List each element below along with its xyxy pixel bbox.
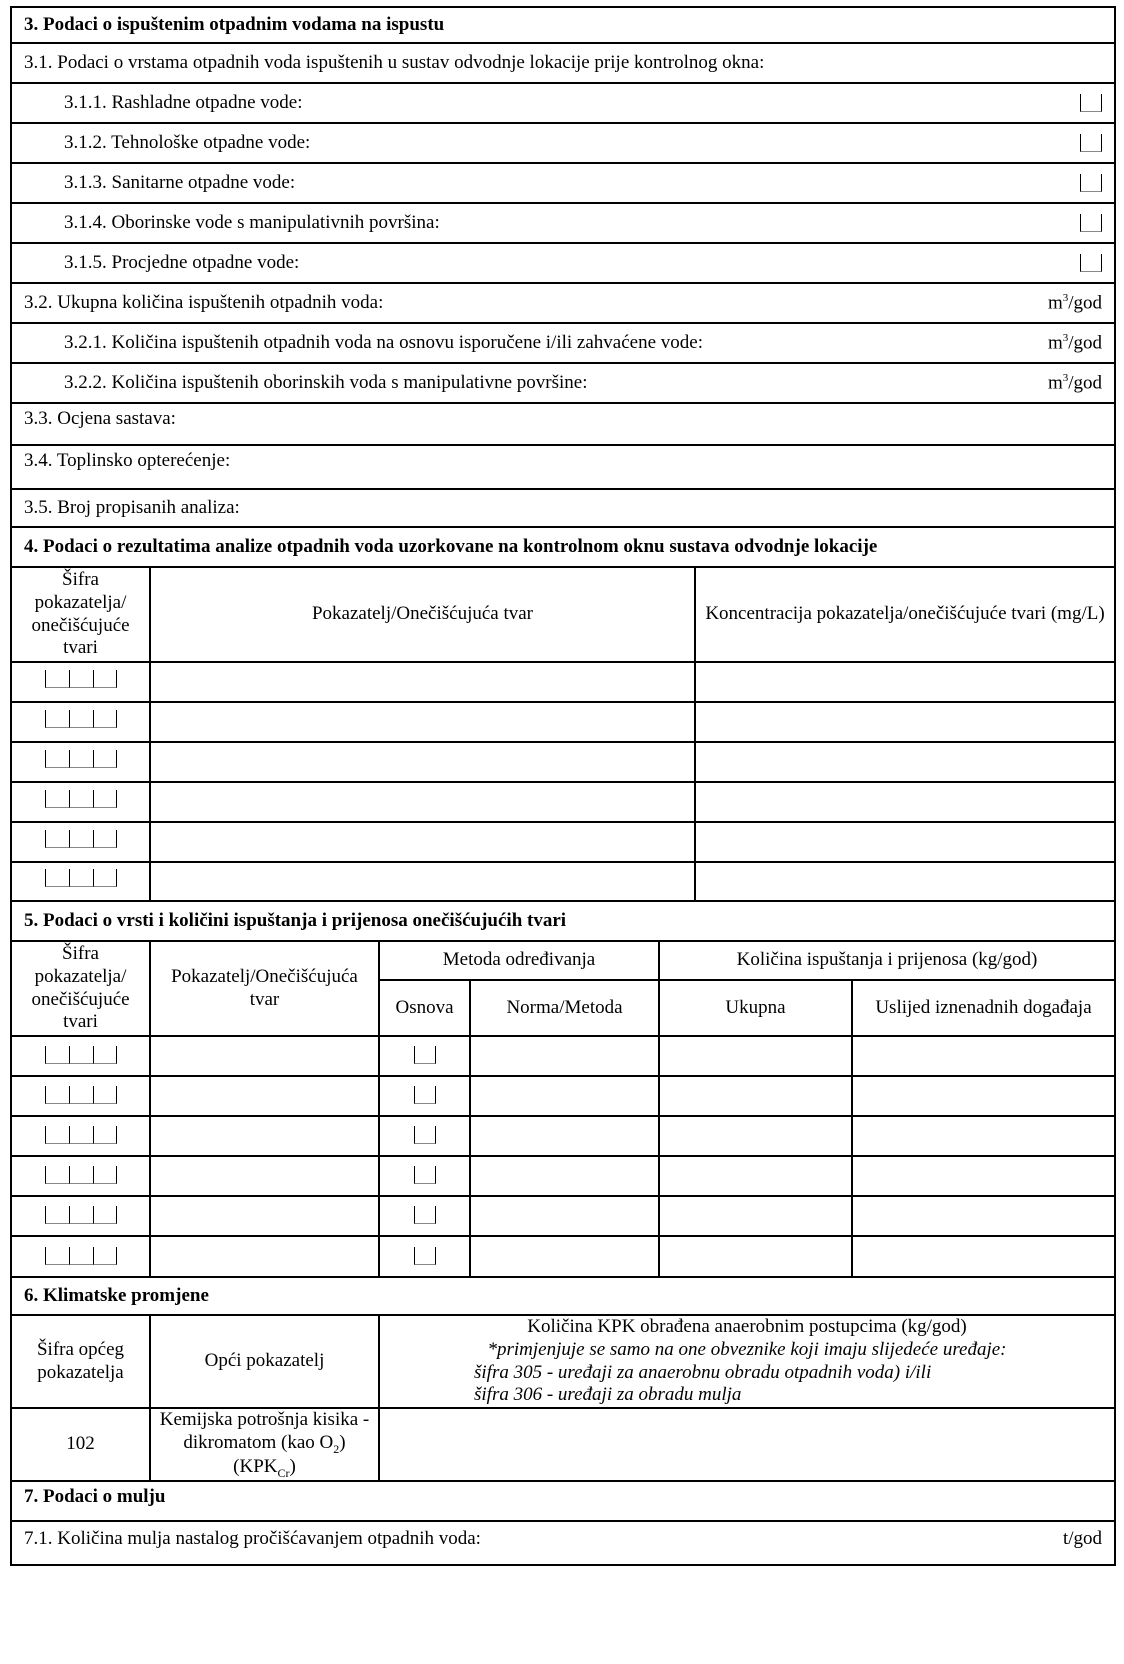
row-3-2-1 (12, 324, 1114, 364)
ukupna-cell[interactable] (659, 1156, 852, 1196)
uslijed-cell[interactable] (852, 1196, 1114, 1236)
pokazatelj-cell[interactable] (150, 782, 695, 822)
ukupna-cell[interactable] (659, 1236, 852, 1276)
norma-cell[interactable] (470, 1116, 659, 1156)
row-3-1-5 (12, 244, 1114, 284)
pokazatelj-cell[interactable] (150, 1236, 379, 1276)
row-label: 3.1.3. Sanitarne otpadne vode: (64, 172, 296, 193)
koncentracija-cell[interactable] (695, 742, 1114, 782)
osnova-checkbox[interactable] (414, 1126, 436, 1144)
row-3-1-3 (12, 164, 1114, 204)
code-input[interactable] (45, 1206, 117, 1224)
uslijed-cell[interactable] (852, 1036, 1114, 1076)
ukupna-cell[interactable] (659, 1036, 852, 1076)
norma-cell[interactable] (470, 1156, 659, 1196)
kpk-note-305: šifra 305 - uređaji za anaerobnu obradu otpadnih voda) i/ili (474, 1361, 932, 1383)
section-6-title (12, 1278, 1114, 1316)
row-3-1-2 (12, 124, 1114, 164)
section-4-table (12, 568, 1114, 902)
row-3-1 (12, 44, 1114, 84)
section-5-title (12, 902, 1114, 942)
ukupna-cell[interactable] (659, 1116, 852, 1156)
pokazatelj-cell[interactable] (150, 822, 695, 862)
row-label: 3.2.2. Količina ispuštenih oborinskih voda s manipulativne površine: (64, 372, 588, 393)
code-input[interactable] (45, 1166, 117, 1184)
row-3-3 (12, 404, 1114, 446)
pokazatelj-cell[interactable] (150, 1076, 379, 1116)
pokazatelj-cell[interactable] (150, 862, 695, 900)
pokazatelj-cell[interactable] (150, 1196, 379, 1236)
code-input[interactable] (45, 670, 117, 688)
kpk-indicator-name: Kemijska potrošnja kisika - dikromatom (kao $O_2$) $(KPK_{Cr})$ (150, 1408, 379, 1480)
table-row (12, 1236, 1114, 1276)
checkbox[interactable] (1080, 174, 1102, 192)
row-3-1-4 (12, 204, 1114, 244)
table-row (12, 782, 1114, 822)
kpk-note-306: šifra 306 - uređaji za obradu mulja (474, 1384, 742, 1406)
row-label: 7.1. Količina mulja nastalog pročišćavanjem otpadnih voda: (24, 1528, 481, 1550)
table-row (12, 1196, 1114, 1236)
code-input[interactable] (45, 1046, 117, 1064)
checkbox[interactable] (1080, 254, 1102, 272)
section-7-title-text: 7. Podaci o mulju (24, 1486, 166, 1508)
section-5-table (12, 942, 1114, 1278)
header-norma: Norma/Metoda (470, 980, 659, 1036)
row-label: 3.1.4. Oborinske vode s manipulativnih površina: (64, 212, 440, 233)
row-label: 3.2.1. Količina ispuštenih otpadnih voda na osnovu isporučene i/ili zahvaćene vode: (64, 332, 703, 353)
unit-label: $m^3$/god (1047, 291, 1102, 314)
osnova-checkbox[interactable] (414, 1206, 436, 1224)
row-label: 3.5. Broj propisanih analiza: (24, 497, 240, 518)
code-input[interactable] (45, 869, 117, 887)
header-sifra: Šifra pokazatelja/ onečišćujuće tvari (12, 942, 150, 1036)
osnova-checkbox[interactable] (414, 1046, 436, 1064)
code-input[interactable] (45, 830, 117, 848)
table-row (12, 702, 1114, 742)
uslijed-cell[interactable] (852, 1236, 1114, 1276)
section-6-title-text: 6. Klimatske promjene (24, 1285, 209, 1306)
kpk-note: *primjenjuje se samo na one obveznike koji imaju slijedeće uređaje: (487, 1338, 1007, 1360)
table-row (12, 862, 1114, 900)
row-label: 3.4. Toplinsko opterećenje: (24, 450, 231, 471)
section-7-title (12, 1482, 1114, 1522)
row-3-2 (12, 284, 1114, 324)
pokazatelj-cell[interactable] (150, 1116, 379, 1156)
header-metoda: Metoda određivanja (379, 942, 659, 980)
koncentracija-cell[interactable] (695, 862, 1114, 900)
pokazatelj-cell[interactable] (150, 1036, 379, 1076)
code-input[interactable] (45, 750, 117, 768)
osnova-checkbox[interactable] (414, 1086, 436, 1104)
unit-label: $m^3$/god (1047, 371, 1102, 394)
ukupna-cell[interactable] (659, 1196, 852, 1236)
row-3-1-text: 3.1. Podaci o vrstama otpadnih voda ispuštenih u sustav odvodnje lokacije prije kontrolnog okna: (24, 52, 765, 73)
pokazatelj-cell[interactable] (150, 702, 695, 742)
row-label: 3.3. Ocjena sastava: (24, 408, 176, 429)
table-row (12, 742, 1114, 782)
uslijed-cell[interactable] (852, 1116, 1114, 1156)
row-3-1-1 (12, 84, 1114, 124)
row-3-2-2 (12, 364, 1114, 404)
code-input[interactable] (45, 1126, 117, 1144)
header-uslijed: Uslijed iznenadnih događaja (852, 980, 1114, 1036)
koncentracija-cell[interactable] (695, 822, 1114, 862)
uslijed-cell[interactable] (852, 1076, 1114, 1116)
code-input[interactable] (45, 710, 117, 728)
osnova-checkbox[interactable] (414, 1247, 436, 1265)
row-label: 3.1.5. Procjedne otpadne vode: (64, 252, 300, 273)
pokazatelj-cell[interactable] (150, 662, 695, 702)
pokazatelj-cell[interactable] (150, 1156, 379, 1196)
row-3-5 (12, 490, 1114, 528)
pokazatelj-cell[interactable] (150, 742, 695, 782)
code-input[interactable] (45, 1247, 117, 1265)
norma-cell[interactable] (470, 1236, 659, 1276)
header-osnova: Osnova (379, 980, 470, 1036)
header-koncentracija: Koncentracija pokazatelja/onečišćujuće tvari (mg/L) (695, 568, 1114, 662)
header-sifra: Šifra pokazatelja/ onečišćujuće tvari (12, 568, 150, 662)
row-label: 3.2. Ukupna količina ispuštenih otpadnih voda: (24, 292, 384, 313)
uslijed-cell[interactable] (852, 1156, 1114, 1196)
section-6-table (12, 1316, 1114, 1482)
table-row (12, 1116, 1114, 1156)
unit-label: t/god (1062, 1528, 1102, 1550)
header-ukupna: Ukupna (659, 980, 852, 1036)
row-3-4 (12, 446, 1114, 490)
kpk-title: Količina KPK obrađena anaerobnim postupcima (kg/god) (527, 1316, 967, 1337)
header-kpk (379, 1316, 1114, 1408)
section-4-title-text: 4. Podaci o rezultatima analize otpadnih voda uzorkovane na kontrolnom oknu sustava odvodnje lokacije (24, 536, 878, 557)
table-row (12, 1408, 1114, 1480)
section-3-title (12, 8, 1114, 44)
header-opci-pokazatelj: Opći pokazatelj (150, 1316, 379, 1408)
row-label: 3.1.2. Tehnološke otpadne vode: (64, 132, 311, 153)
section-4-title (12, 528, 1114, 568)
section-3-title-text: 3. Podaci o ispuštenim otpadnim vodama na ispustu (24, 14, 445, 35)
table-row (12, 662, 1114, 702)
row-7-1 (12, 1522, 1114, 1564)
unit-label: $m^3$/god (1047, 331, 1102, 354)
koncentracija-cell[interactable] (695, 662, 1114, 702)
table-row (12, 1156, 1114, 1196)
table-row (12, 1036, 1114, 1076)
header-kolicina: Količina ispuštanja i prijenosa (kg/god) (659, 942, 1114, 980)
table-row (12, 1076, 1114, 1116)
norma-cell[interactable] (470, 1076, 659, 1116)
norma-cell[interactable] (470, 1196, 659, 1236)
code-input[interactable] (45, 1086, 117, 1104)
checkbox[interactable] (1080, 134, 1102, 152)
koncentracija-cell[interactable] (695, 702, 1114, 742)
header-sifra-opceg: Šifra općeg pokazatelja (12, 1316, 150, 1408)
form-frame (10, 6, 1116, 1566)
table-row (12, 822, 1114, 862)
code-102: 102 (12, 1408, 150, 1480)
row-label: 3.1.1. Rashladne otpadne vode: (64, 92, 303, 113)
section-5-title-text: 5. Podaci o vrsti i količini ispuštanja i prijenosa onečišćujućih tvari (24, 910, 567, 931)
ukupna-cell[interactable] (659, 1076, 852, 1116)
checkbox[interactable] (1080, 94, 1102, 112)
header-pokazatelj: Pokazatelj/Onečišćujuća tvar (150, 568, 695, 662)
code-input[interactable] (45, 790, 117, 808)
koncentracija-cell[interactable] (695, 782, 1114, 822)
kpk-value-cell[interactable] (379, 1408, 1114, 1480)
checkbox[interactable] (1080, 214, 1102, 232)
osnova-checkbox[interactable] (414, 1166, 436, 1184)
norma-cell[interactable] (470, 1036, 659, 1076)
header-pokazatelj: Pokazatelj/Onečišćujuća tvar (150, 942, 379, 1036)
